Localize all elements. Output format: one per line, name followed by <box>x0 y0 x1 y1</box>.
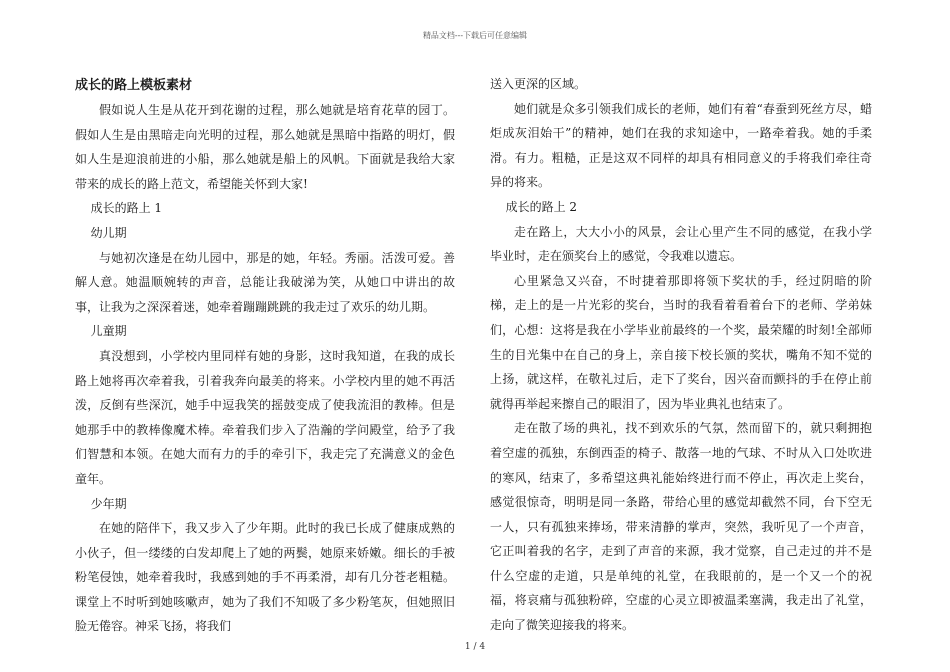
paragraph-ceremony: 走在散了场的典礼，找不到欢乐的气氛，然而留下的，就只剩拥抱着空虚的孤独，东倒西歪的椅子、散落一地的气球、不时从入口处吹进的寒风，结束了，多希望这典礼能始终进行而不停止，再次走上奖台，感觉很惊奇，明明是同一条路，带给心里的感觉却截然不同，台下空无一人，只有孤独来捧场，带来清静的掌声，突然，我听见了一个声音，它正叫着我的名字，走到了声音的来源，我才觉察，自己走过的并不是什么空虚的走道，只是单纯的礼堂，在我眼前的，是一个又一个的祝福，将哀痛与孤独粉碎，空虚的心灵立即被温柔塞满，我走出了礼堂，走向了微笑迎接我的将来。 <box>490 421 872 633</box>
right-column <box>490 72 872 638</box>
paragraph-continuation: 送入更深的区域。 <box>490 77 587 91</box>
subheading-kindergarten: 幼儿期 <box>90 225 127 240</box>
subheading-youth: 少年期 <box>90 496 127 511</box>
document-title: 成长的路上模板素材 <box>75 78 193 93</box>
section-heading-2: 成长的路上 2 <box>505 199 578 214</box>
section-heading-1: 成长的路上 1 <box>90 201 163 216</box>
left-column <box>75 74 455 639</box>
paragraph-teachers: 她们就是众多引领我们成长的老师，她们有着“春蚕到死丝方尽，蜡炬成灰泪始干”的精神，她们在我的求知途中，一路牵着我。她的手柔滑。有力。粗糙，正是这双不同样的却具有相同意义的手将我们牵往奇异的将来。 <box>490 101 872 190</box>
paragraph-youth: 在她的陪伴下，我又步入了少年期。此时的我已长成了健康成熟的小伙子，但一缕缕的白发却爬上了她的两鬓，她原来娇嫩。细长的手被粉笔侵蚀，她牵着我时，我感到她的手不再柔滑，却有几分苍老粗糙。课堂上不时听到她咳嗽声，她为了我们不知吸了多少粉笔灰，但她照旧脸无倦容。神采飞扬，将我们 <box>75 521 455 634</box>
subheading-childhood: 儿童期 <box>90 324 127 339</box>
paragraph-award: 心里紧急又兴奋，不时捷着那即将领下奖状的手，经过阴暗的阶梯，走上的是一片光彩的奖台，当时的我看着看着台下的老师、学弟妹们，心想：这将是我在小学毕业前最终的一个奖，最荣耀的时刻!全部师生的目光集中在自己的身上，亲自接下校长颁的奖状，嘴角不知不觉的上扬，就这样，在敬礼过后，走下了奖台，因兴奋而颤抖的手在停止前就得再举起来擦自己的眼泪了，因为毕业典礼也结束了。 <box>490 273 872 411</box>
page-number: 1 / 4 <box>464 642 486 652</box>
intro-paragraph: 假如说人生是从花开到花谢的过程，那么她就是培育花草的园丁。假如人生是由黑暗走向光明的过程，那么她就是黑暗中指路的明灯，假如人生是迎浪前进的小船，那么她就是船上的风帆。下面就是我给大家带来的成长的路上范文，希望能关怀到大家! <box>75 103 455 191</box>
paragraph-childhood: 真没想到，小学校内里同样有她的身影，这时我知道，在我的成长路上她将再次牵着我，引着我奔向最美的将来。小学校内里的她不再活泼，反倒有些深沉，她手中逗我笑的摇鼓变成了使我流泪的教棒。但是她那手中的教棒像魔术棒。牵着我们步入了浩瀚的学问殿堂，给予了我们智慧和本领。在她大而有力的手的牵引下，我走完了充满意义的金色童年。 <box>75 348 455 486</box>
paragraph-kindergarten: 与她初次逢是在幼儿园中，那是的她，年轻。秀丽。活泼可爱。善解人意。她温顺婉转的声音，总能让我破涕为笑，从她口中讲出的故事，让我为之深深着迷，她牵着蹦蹦跳跳的我走过了欢乐的幼儿期。 <box>75 250 455 314</box>
paragraph-road: 走在路上，大大小小的风景，会让心里产生不同的感觉，在我小学毕业时，走在颁奖台上的感觉，令我难以遗忘。 <box>490 224 872 264</box>
page-header: 精品文档---下载后可任意编辑 <box>422 31 528 40</box>
